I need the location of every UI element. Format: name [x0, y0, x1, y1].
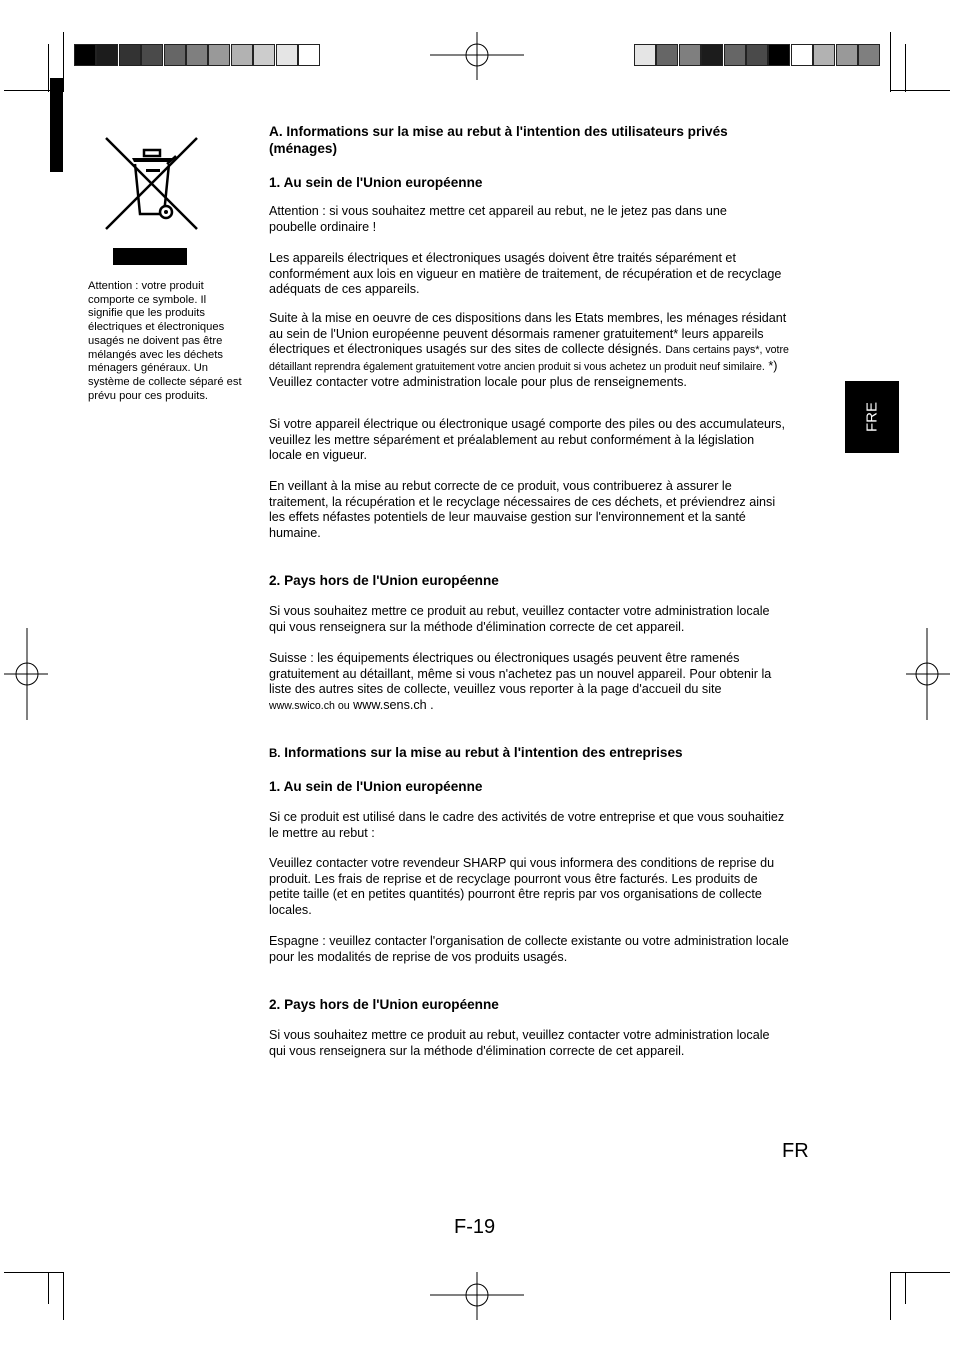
color-swatch	[119, 44, 141, 66]
color-swatch	[679, 44, 701, 66]
color-swatch	[141, 44, 163, 66]
color-swatch	[96, 44, 118, 66]
paragraph: Si vous souhaitez mettre ce produit au rebut, veuillez contacter votre administration locale qui vous renseignera sur la méthode d'élimination correcte de cet appareil.	[269, 1028, 770, 1058]
section-b-title	[269, 744, 789, 763]
section-b-title-text: Informations sur la mise au rebut à l'intention des entreprises	[280, 745, 683, 760]
language-code: FR	[782, 1140, 809, 1162]
color-swatch	[253, 44, 275, 66]
registration-mark-right	[906, 628, 950, 720]
paragraph	[269, 311, 789, 391]
color-swatch	[813, 44, 835, 66]
footnote-text: Dans certains pays*, votre détaillant reprendra également gratuitement votre ancien produit si vous achetez un produit neuf similaire.	[269, 344, 789, 373]
color-swatch	[724, 44, 746, 66]
link-swico: www.swico.ch ou	[269, 699, 350, 712]
color-swatch	[164, 44, 186, 66]
paragraph: Espagne : veuillez contacter l'organisation de collecte existante ou votre administration locale pour les modalités de reprise de vos produits usagés.	[269, 934, 789, 964]
color-swatch	[298, 44, 320, 66]
paragraph: Veuillez contacter votre revendeur SHARP qui vous informera des conditions de reprise du produit. Les frais de reprise et de recyclage pourront vous être facturés. Les produits de petite taille (et en petites quantités) pourront être repris par vos organisations de collecte locales.	[269, 856, 775, 917]
language-tab	[845, 381, 899, 453]
section-a-sub1-title: 1. Au sein de l'Union européenne	[269, 175, 483, 190]
paragraph: Si votre appareil électrique ou électronique usagé comporte des piles ou des accumulateurs, veuillez les mettre séparément et préalablement au rebut conformément à la législation locale en vigueur.	[269, 417, 785, 463]
paragraph-text: *) Veuillez contacter votre administration locale pour plus de renseignements.	[269, 358, 778, 390]
section-b-sub1-title: 1. Au sein de l'Union européenne	[269, 779, 483, 794]
color-swatch	[208, 44, 230, 66]
color-swatch	[791, 44, 813, 66]
paragraph: Attention : si vous souhaitez mettre cet appareil au rebut, ne le jetez pas dans une poubelle ordinaire !	[269, 204, 727, 234]
paragraph-text: Suite à la mise en oeuvre de ces dispositions dans les Etats membres, les ménages résidant au sein de l'Union européenne peuvent désormais ramener gratuitement* leurs appareils électriques et électroniques usagés sur des sites de collecte désignés.	[269, 311, 787, 357]
color-swatch	[74, 44, 96, 66]
color-swatch	[276, 44, 298, 66]
color-swatch	[858, 44, 880, 66]
color-swatch	[231, 44, 253, 66]
color-swatch	[186, 44, 208, 66]
color-swatch	[746, 44, 768, 66]
color-swatch	[701, 44, 723, 66]
paragraph	[269, 651, 789, 714]
registration-mark-left	[4, 628, 48, 720]
link-sens: www.sens.ch .	[349, 697, 434, 712]
paragraph-text: Suisse : les équipements électriques ou électroniques usagés peuvent être ramenés gratuitement au détaillant, même si vous n'achetez pas un nouvel appareil. Pour obtenir la liste des autres sites de collecte, veuillez vous reporter à la page d'accueil du site	[269, 651, 772, 697]
symbol-explanation: Attention : votre produit comporte ce symbole. Il signifie que les produits électriques et électroniques usagés ne doivent pas être mélangés avec les déchets ménagers généraux. Un système de collecte séparé est prévu pour ces produits.	[88, 280, 242, 402]
section-a-title: A. Informations sur la mise au rebut à l'intention des utilisateurs privés (ménages)	[269, 124, 728, 156]
page-number: F-19	[454, 1216, 496, 1238]
color-swatch	[836, 44, 858, 66]
paragraph: Si vous souhaitez mettre ce produit au rebut, veuillez contacter votre administration locale qui vous renseignera sur la méthode d'élimination correcte de cet appareil.	[269, 604, 770, 634]
color-swatch	[768, 44, 790, 66]
crossed-out-bin-icon	[104, 136, 200, 232]
section-b-prefix: B.	[269, 748, 281, 760]
paragraph: En veillant à la mise au rebut correcte de ce produit, vous contribuerez à assurer le traitement, la récupération et le recyclage nécessaires de ces déchets, et préviendrez ainsi les effets néfastes potentiels de leur mauvaise gestion sur l'environnement et la santé humaine.	[269, 479, 776, 540]
section-b-sub2-title: 2. Pays hors de l'Union européenne	[269, 997, 499, 1012]
language-tab-label: FRE	[863, 402, 881, 432]
registration-mark-top	[430, 32, 524, 82]
paragraph: Si ce produit est utilisé dans le cadre des activités de votre entreprise et que vous souhaitiez le mettre au rebut :	[269, 810, 785, 840]
paragraph: Les appareils électriques et électroniques usagés doivent être traités séparément et conformément aux lois en vigueur en matière de traitement, de récupération et de recyclage adéquats de ces appareils.	[269, 251, 782, 297]
registration-mark-bottom	[430, 1272, 524, 1322]
section-a-sub2-title: 2. Pays hors de l'Union européenne	[269, 573, 499, 588]
black-edge-bar	[50, 78, 63, 172]
color-swatch	[634, 44, 656, 66]
weee-bar	[113, 248, 187, 265]
color-swatch	[656, 44, 678, 66]
